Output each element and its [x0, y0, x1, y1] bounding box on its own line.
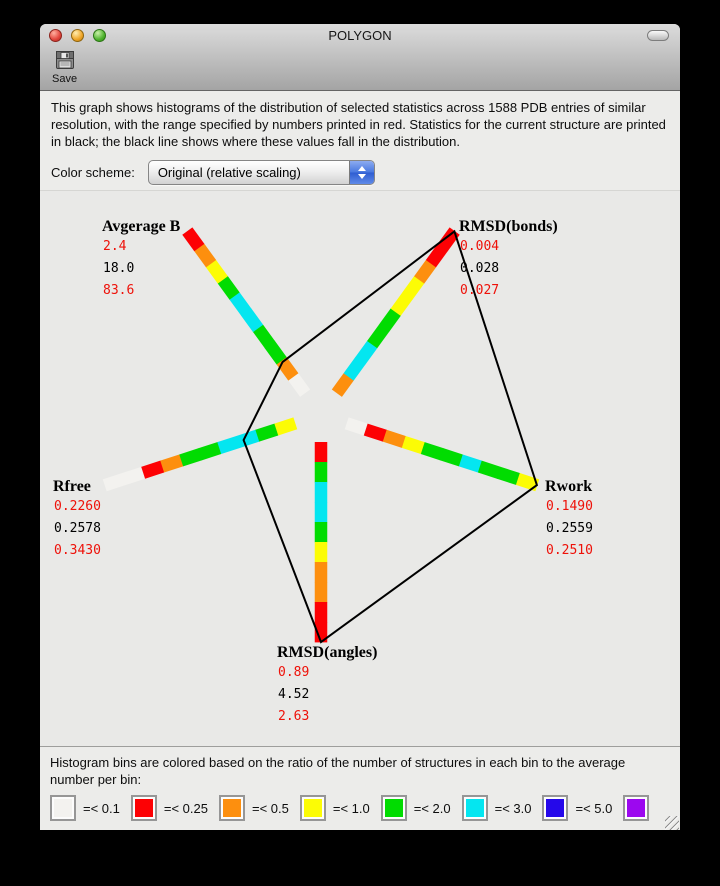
axis-label-rwork: Rwork: [545, 478, 593, 495]
floppy-disk-icon: [53, 48, 77, 72]
axis-min-avgerage-b: 2.4: [103, 239, 127, 254]
legend-swatch-orange: [219, 795, 245, 821]
axis-min-rmsd-angles: 0.89: [278, 665, 310, 680]
axis-value-rmsd-angles: 4.52: [278, 687, 310, 702]
axis-min-rwork: 0.1490: [546, 499, 593, 514]
axis-max-rmsd-angles: 2.63: [278, 709, 310, 724]
legend-bins-row: [50, 795, 670, 821]
zoom-button[interactable]: [93, 29, 106, 42]
titlebar: [40, 24, 680, 46]
axis-value-avgerage-b: 18.0: [103, 261, 135, 276]
axis-value-rwork: 0.2559: [546, 521, 593, 536]
save-button[interactable]: [49, 46, 80, 87]
legend-swatch-cyan: [462, 795, 488, 821]
legend-swatch-blue: [542, 795, 568, 821]
description-text: This graph shows histograms of the distribution of selected statistics across 1588 PDB entries of similar resolution, with the range specified by numbers printed in red. Statistics for the current structure are printed in black; the black line shows where these values fall in the distribution.: [51, 100, 666, 149]
color-scheme-select[interactable]: [148, 160, 375, 185]
polygon-window: [40, 24, 680, 830]
axis-label-rfree: Rfree: [53, 478, 91, 495]
legend-bin-label: =< 0.1: [83, 800, 120, 816]
window-header: [40, 24, 680, 91]
histogram-bar-rwork: [345, 417, 539, 491]
axis-max-rfree: 0.3430: [54, 543, 101, 558]
axis-max-rmsd-bonds: 0.027: [460, 283, 500, 298]
legend-bin-label: =< 0.5: [251, 800, 289, 816]
legend-bin-label: =< 0.25: [163, 800, 208, 816]
legend-bin-label: =< 3.0: [494, 800, 532, 816]
save-button-label: Save: [52, 73, 78, 85]
axis-min-rfree: 0.2260: [54, 499, 101, 514]
legend-bin-label: =< 1.0: [332, 800, 370, 816]
color-scheme-label: Color scheme:: [51, 165, 135, 180]
close-button[interactable]: [49, 29, 62, 42]
minimize-button[interactable]: [71, 29, 84, 42]
legend-panel: [40, 746, 680, 830]
legend-swatch-yellow: [300, 795, 326, 821]
legend-swatch-red: [131, 795, 157, 821]
plot-panel: [40, 191, 680, 746]
histogram-bar-rfree: [103, 417, 297, 491]
legend-swatch-green: [381, 795, 407, 821]
color-scheme-value: Original (relative scaling): [157, 165, 301, 180]
resize-grip-icon[interactable]: [665, 816, 679, 830]
legend-bin-label: =< 2.0: [413, 800, 451, 816]
legend-swatch-white: [50, 795, 76, 821]
axis-max-rwork: 0.2510: [546, 543, 593, 558]
histogram-bar-avgerage-b: [182, 227, 310, 396]
description-panel: [40, 91, 680, 191]
toolbar: [40, 46, 680, 90]
legend-swatch-purple: [623, 795, 649, 821]
axis-value-rmsd-bonds: 0.028: [460, 261, 500, 276]
legend-bin-label: =< 5.0: [575, 800, 613, 816]
polygon-plot: [40, 191, 680, 746]
axis-value-rfree: 0.2578: [54, 521, 101, 536]
axis-label-avgerage-b: Avgerage B: [102, 218, 181, 235]
histogram-bar-rmsd-angles: [315, 442, 328, 642]
axis-max-avgerage-b: 83.6: [103, 283, 135, 298]
legend-text: Histogram bins are colored based on the ratio of the number of structures in each bin to the average number per bin:: [50, 755, 626, 787]
axis-min-rmsd-bonds: 0.004: [460, 239, 500, 254]
window-title: POLYGON: [328, 28, 392, 43]
axis-label-rmsd-bonds: RMSD(bonds): [459, 218, 558, 235]
popup-stepper-icon: [349, 161, 374, 184]
axis-label-rmsd-angles: RMSD(angles): [277, 644, 378, 661]
histogram-bar-rmsd-bonds: [332, 227, 460, 396]
toolbar-toggle-button[interactable]: [647, 30, 669, 41]
